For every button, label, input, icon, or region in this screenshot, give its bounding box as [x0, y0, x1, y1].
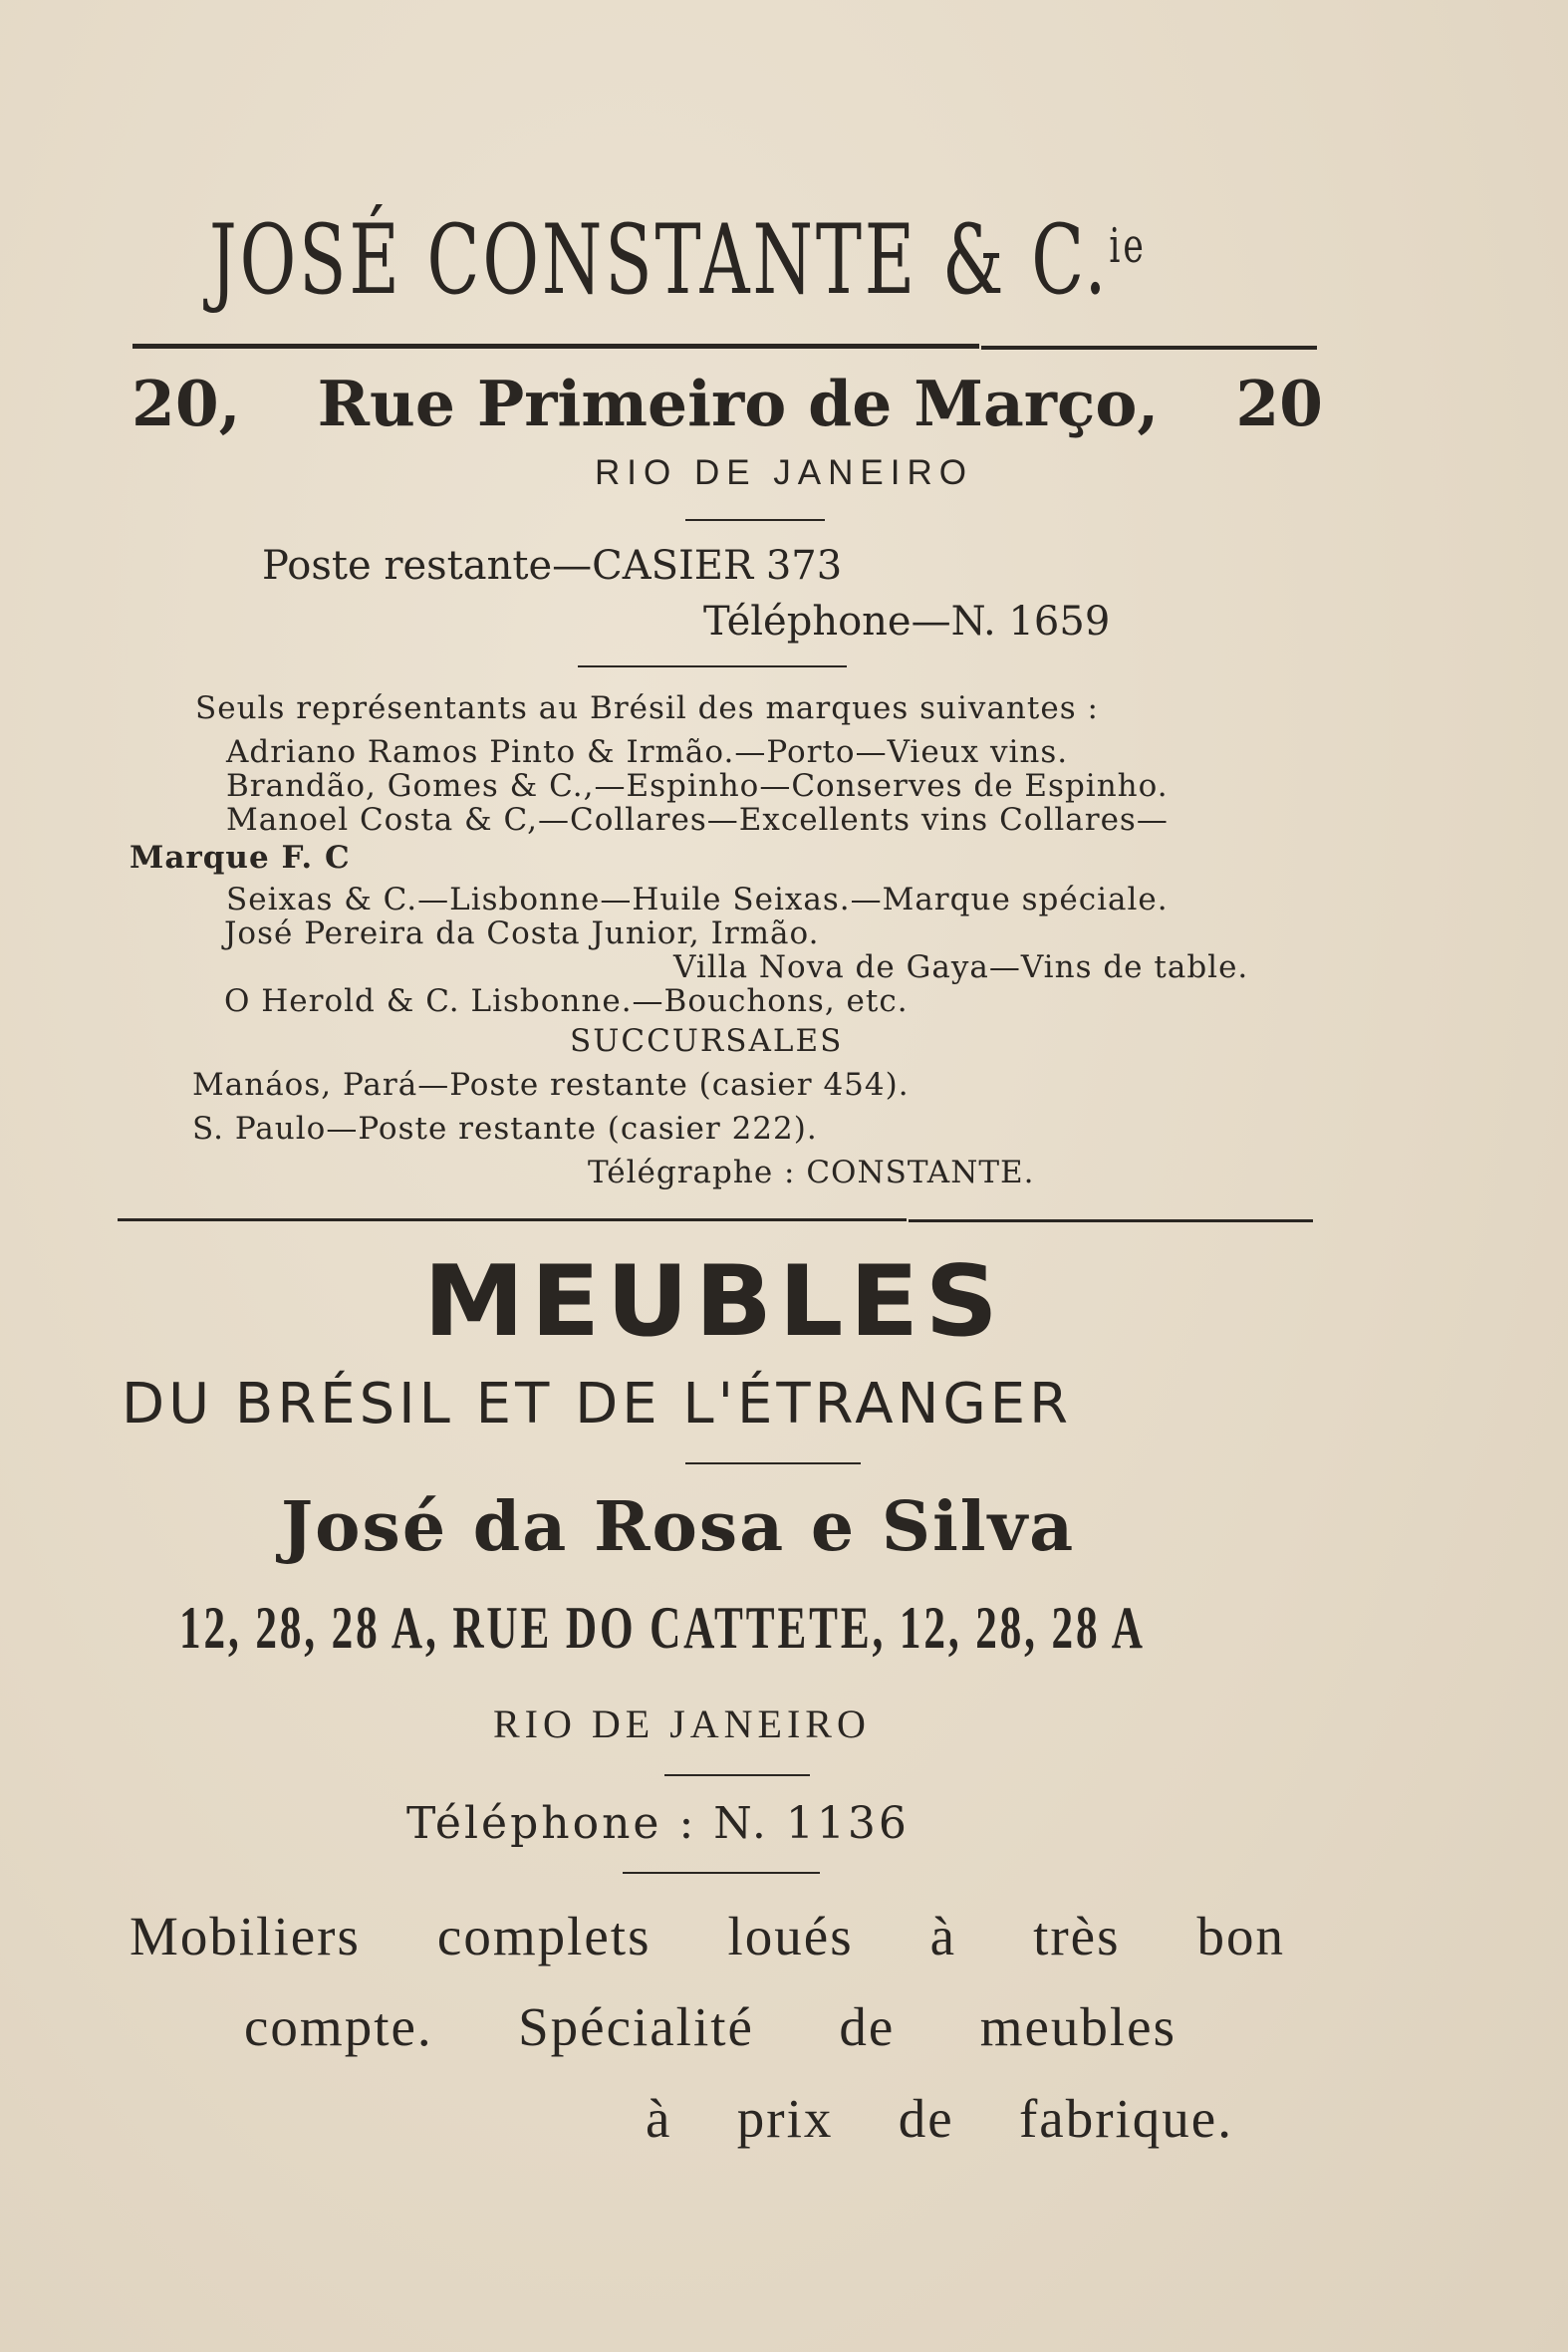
meubles-subtitle: DU BRÉSIL ET DE L'ÉTRANGER	[122, 1372, 1073, 1437]
tagline-word: fabrique.	[1018, 2088, 1233, 2149]
divider-rule	[118, 1218, 907, 1221]
address-number-right: 20	[1235, 367, 1323, 440]
rep-line: Adriano Ramos Pinto & Irmão.—Porto—Vieux vins.	[226, 734, 1069, 770]
divider-rule	[685, 1462, 861, 1464]
tagline-line	[130, 1905, 1285, 1967]
meubles-city: RIO DE JANEIRO	[493, 1701, 871, 1746]
firm-city: RIO DE JANEIRO	[595, 453, 973, 492]
divider-rule	[578, 665, 847, 667]
tagline-word: loués	[727, 1906, 854, 1966]
firm-telephone: Téléphone—N. 1659	[703, 599, 1111, 645]
tagline-word: de	[898, 2088, 954, 2149]
meubles-address-text: 12, 28, 28 A, RUE DO CATTETE, 12, 28, 28 A	[179, 1595, 1146, 1661]
rep-line: Marque F. C	[130, 840, 351, 876]
succursale-line: Manáos, Pará—Poste restante (casier 454).	[192, 1067, 910, 1103]
address-street: Rue Primeiro de Março,	[317, 367, 1160, 440]
rep-line: José Pereira da Costa Junior, Irmão.	[224, 915, 820, 951]
tagline-line	[244, 1995, 1176, 2058]
rep-line: Seixas & C.—Lisbonne—Huile Seixas.—Marque spéciale.	[226, 882, 1169, 917]
meubles-address	[179, 1594, 1521, 1663]
rep-line: O Herold & C. Lisbonne.—Bouchons, etc.	[224, 983, 909, 1019]
tagline-word: prix	[736, 2088, 834, 2149]
tagline-word: Mobiliers	[130, 1906, 361, 1966]
firm-name-suffix: ie	[1109, 218, 1147, 274]
divider-rule	[623, 1872, 820, 1874]
divider-rule	[685, 519, 825, 521]
address-number-left: 20,	[131, 367, 241, 440]
firm-address	[131, 367, 1323, 440]
firm-poste: Poste restante—CASIER 373	[262, 543, 843, 589]
tagline-word: bon	[1196, 1906, 1285, 1966]
tagline-word: très	[1033, 1906, 1121, 1966]
meubles-telephone: Téléphone : N. 1136	[406, 1798, 910, 1849]
rep-line: Manoel Costa & C,—Collares—Excellents vins Collares—	[226, 802, 1169, 838]
firm-title	[209, 204, 1510, 316]
tagline-word: compte.	[244, 1996, 433, 2057]
divider-rule	[132, 344, 979, 349]
owner-name: José da Rosa e Silva	[281, 1487, 1076, 1567]
telegraphe: Télégraphe : CONSTANTE.	[588, 1155, 1035, 1190]
divider-rule	[664, 1774, 810, 1776]
tagline-word: à	[929, 1906, 957, 1966]
reps-intro: Seuls représentants au Brésil des marques suivantes :	[195, 690, 1099, 726]
divider-rule	[981, 346, 1317, 350]
firm-name: JOSÉ CONSTANTE & C.	[209, 204, 1110, 316]
tagline-word: complets	[436, 1906, 652, 1966]
tagline-word: meubles	[979, 1996, 1176, 2057]
divider-rule	[909, 1219, 1313, 1222]
succursale-line: S. Paulo—Poste restante (casier 222).	[192, 1111, 818, 1147]
tagline-word: à	[646, 2088, 672, 2149]
meubles-title: MEUBLES	[423, 1245, 1005, 1359]
rep-line: Brandão, Gomes & C.,—Espinho—Conserves de Espinho.	[226, 768, 1169, 804]
tagline-word: de	[839, 1996, 896, 2057]
rep-line: Villa Nova de Gaya—Vins de table.	[673, 949, 1249, 985]
tagline-line	[646, 2087, 1233, 2150]
succursales-title: SUCCURSALES	[570, 1023, 844, 1059]
tagline-word: Spécialité	[518, 1996, 754, 2057]
